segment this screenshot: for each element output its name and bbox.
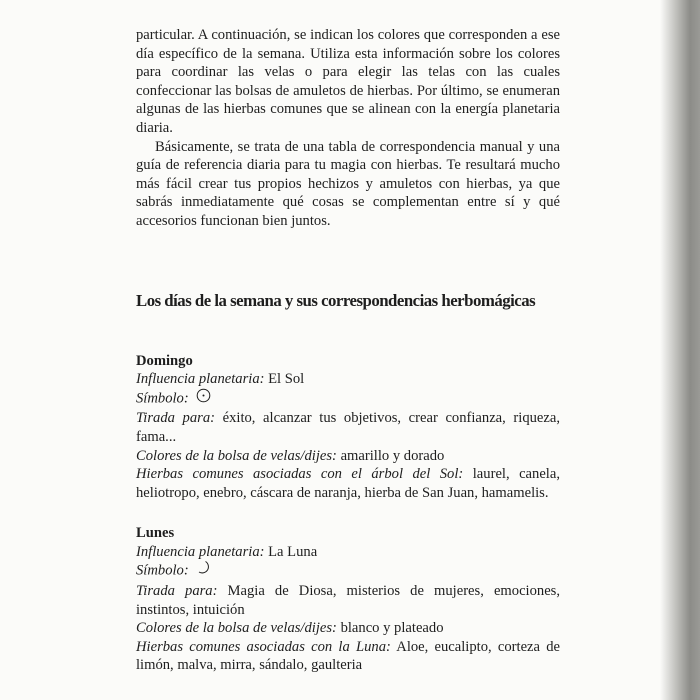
day-entry-domingo <box>136 352 560 503</box>
colors-line <box>136 619 560 638</box>
cast-line <box>136 409 560 446</box>
symbol-line <box>136 561 560 582</box>
herbs-value: laurel, canela, heliotropo, enebro, cáscara de naranja, hierba de San Juan, hamamelis. <box>136 466 560 501</box>
intro-paragraph: Básicamente, se trata de una tabla de correspondencia manual y una guía de referencia diaria para tu magia con hierbas. Te resultará mucho más fácil crear tus propios hechizos y amuletos con hierbas, ya que sabrás inmediatamente qué cosas se complementan entre sí y qué accesorios funcionan bien juntos. <box>136 138 560 229</box>
herbs-label: Hierbas comunes asociadas con la Luna: <box>136 638 391 655</box>
day-title: Lunes <box>136 525 175 542</box>
influence-line <box>136 370 560 389</box>
influence-label: Influencia planetaria: <box>136 371 265 388</box>
moon-symbol-icon <box>196 560 211 581</box>
colors-line <box>136 447 560 466</box>
section-heading: Los días de la semana y sus correspondencias herbomágicas <box>136 290 536 310</box>
cast-line <box>136 582 560 619</box>
colors-label: Colores de la bolsa de velas/dijes: <box>136 447 337 464</box>
sun-symbol-icon <box>196 388 211 409</box>
page-gutter-shadow <box>660 0 700 700</box>
cast-value: Magia de Diosa, misterios de mujeres, emociones, instintos, intuición <box>136 583 560 618</box>
symbol-label: Símbolo: <box>136 390 189 407</box>
cast-label: Tirada para: <box>136 410 215 427</box>
influence-label: Influencia planetaria: <box>136 543 265 560</box>
herbs-line <box>136 638 560 675</box>
day-title: Domingo <box>136 352 193 369</box>
page-content <box>136 26 560 675</box>
influence-line <box>136 543 560 562</box>
cast-value: éxito, alcanzar tus objetivos, crear confianza, riqueza, fama... <box>136 410 561 445</box>
cast-label: Tirada para: <box>136 583 218 600</box>
colors-value: blanco y plateado <box>340 620 444 637</box>
colors-value: amarillo y dorado <box>340 447 445 464</box>
day-entry-lunes <box>136 524 560 675</box>
symbol-label: Símbolo: <box>136 563 189 580</box>
influence-value: El Sol <box>268 371 305 388</box>
colors-label: Colores de la bolsa de velas/dijes: <box>136 620 337 637</box>
symbol-line <box>136 389 560 410</box>
herbs-label: Hierbas comunes asociadas con el árbol del Sol: <box>136 466 464 483</box>
herbs-line <box>136 465 560 502</box>
herbs-value: Aloe, eucalipto, corteza de limón, malva, mirra, sándalo, gaulteria <box>136 638 560 674</box>
intro-paragraph: particular. A continuación, se indican los colores que corresponden a ese día específico de la semana. Utiliza esta información sobre los colores para coordinar las velas o para elegir las telas con las cuales confeccionar las bolsas de amuletos de hierbas. Por último, se enumeran algunas de las hierbas comunes que se alinean con la energía planetaria diaria. <box>136 27 560 136</box>
influence-value: La Luna <box>268 543 318 560</box>
